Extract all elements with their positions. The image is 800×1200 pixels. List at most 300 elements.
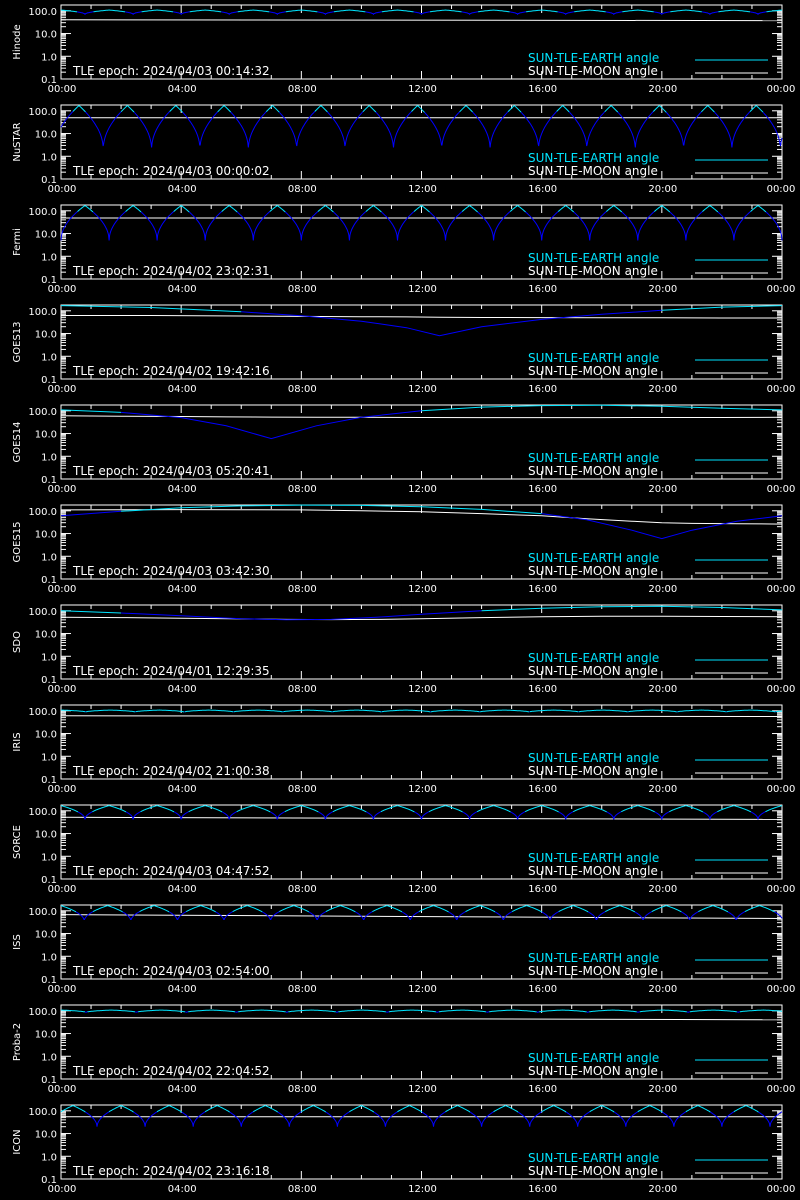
earth-angle-segment (381, 806, 415, 812)
earth-angle-segment (381, 212, 414, 241)
earth-angle-segment (93, 212, 126, 241)
earth-angle-segment (559, 906, 589, 912)
x-tick-label: 12:00 (408, 684, 437, 695)
earth-angle-segment (278, 1112, 302, 1127)
tle-epoch-label: TLE epoch: 2024/04/03 00:00:02 (73, 164, 270, 178)
satellite-name: Fermi (12, 228, 23, 256)
earth-angle-segment (382, 10, 414, 12)
earth-angle-segment (121, 106, 134, 112)
earth-angle-segment (622, 10, 654, 12)
satellite-name: NuSTAR (12, 122, 23, 162)
earth-angle-segment (718, 212, 751, 241)
y-tick-label: 10.0 (34, 29, 57, 41)
earth-angle-segment (710, 1112, 734, 1127)
earth-angle-segment (315, 106, 328, 112)
x-tick-label: 04:00 (167, 784, 197, 795)
x-tick-label: 00:00 (47, 884, 77, 895)
earth-angle-segment (86, 710, 135, 712)
x-tick-label: 20:00 (648, 984, 678, 995)
earth-angle-segment (686, 1106, 711, 1113)
earth-angle-segment (508, 106, 521, 113)
chart-panel-nustar (12, 105, 795, 195)
earth-angle-segment (365, 12, 382, 15)
legend-moon-label: SUN-TLE-MOON angle (528, 564, 658, 578)
y-tick-label: 100.0 (28, 806, 57, 818)
y-tick-label: 1.0 (41, 152, 57, 164)
x-tick-label: 00:00 (47, 1184, 77, 1195)
x-tick-label: 16:00 (528, 884, 558, 895)
x-tick-label: 20:00 (648, 1084, 678, 1095)
earth-angle-segment (288, 1010, 336, 1012)
earth-angle-segment (402, 912, 419, 920)
earth-angle-segment (628, 710, 677, 712)
y-tick-label: 1.0 (41, 552, 57, 564)
earth-angle-segment (86, 1112, 110, 1127)
x-tick-label: 16:00 (528, 984, 558, 995)
earth-angle-segment (462, 206, 478, 212)
x-tick-label: 12:00 (408, 184, 437, 195)
y-tick-label: 100.0 (28, 106, 57, 118)
y-tick-label: 100.0 (28, 206, 57, 218)
earth-angle-segment (750, 12, 767, 15)
x-tick-label: 08:00 (287, 884, 317, 895)
y-tick-label: 0.1 (41, 875, 57, 886)
earth-angle-segment (136, 710, 185, 712)
x-tick-label: 00:00 (47, 284, 77, 295)
earth-angle-segment (518, 1112, 542, 1127)
y-tick-label: 10.0 (34, 229, 57, 241)
earth-angle-segment (701, 106, 714, 112)
earth-angle-segment (460, 106, 473, 112)
earth-angle-segment (61, 511, 121, 516)
moon-angle-line (61, 616, 782, 619)
y-tick-label: 1.0 (41, 352, 57, 364)
earth-angle-segment (698, 906, 728, 912)
x-tick-label: 00:00 (766, 484, 796, 495)
earth-angle-segment (717, 806, 751, 812)
satellite-name: ISS (12, 934, 23, 950)
x-tick-label: 04:00 (167, 384, 197, 395)
x-tick-label: 08:00 (287, 84, 317, 95)
y-tick-label: 10.0 (34, 529, 57, 541)
legend-earth-label: SUN-TLE-EARTH angle (528, 251, 660, 265)
x-tick-label: 00:00 (766, 284, 796, 295)
x-tick-label: 12:00 (408, 1084, 437, 1095)
earth-angle-segment (588, 912, 605, 920)
x-tick-label: 12:00 (408, 784, 437, 795)
y-tick-label: 0.1 (41, 375, 57, 386)
earth-angle-segment (338, 1010, 386, 1012)
earth-angle-segment (512, 906, 542, 912)
earth-angle-segment (714, 112, 750, 148)
x-tick-label: 20:00 (648, 684, 678, 695)
earth-angle-segment (182, 1112, 206, 1127)
earth-angle-segment (677, 710, 726, 712)
x-tick-label: 08:00 (287, 584, 317, 595)
legend-moon-label: SUN-TLE-MOON angle (528, 64, 658, 78)
earth-angle-segment (77, 12, 94, 15)
earth-angle-segment (605, 106, 618, 112)
y-tick-label: 1.0 (41, 752, 57, 764)
x-tick-label: 04:00 (167, 184, 197, 195)
x-tick-label: 20:00 (648, 184, 678, 195)
earth-angle-segment (222, 206, 238, 212)
moon-angle-line (61, 915, 782, 919)
earth-angle-segment (478, 212, 511, 241)
earth-angle-segment (670, 212, 703, 241)
y-tick-label: 0.1 (41, 1175, 57, 1186)
earth-angle-segment (93, 906, 123, 912)
x-tick-label: 12:00 (408, 284, 437, 295)
earth-angle-segment (666, 112, 701, 145)
x-tick-label: 08:00 (287, 984, 317, 995)
x-tick-label: 20:00 (648, 484, 678, 495)
x-tick-label: 16:00 (528, 684, 558, 695)
y-tick-label: 10.0 (34, 129, 57, 141)
x-tick-label: 00:00 (766, 784, 796, 795)
y-tick-label: 0.1 (41, 175, 57, 186)
y-tick-label: 0.1 (41, 675, 57, 686)
legend-earth-label: SUN-TLE-EARTH angle (528, 851, 660, 865)
earth-angle-segment (283, 710, 332, 712)
earth-angle-segment (205, 1106, 230, 1113)
earth-angle-segment (690, 1010, 737, 1012)
earth-angle-segment (286, 1012, 289, 1013)
x-tick-label: 16:00 (528, 1184, 558, 1195)
earth-angle-segment (266, 106, 279, 113)
earth-angle-segment (279, 906, 309, 912)
earth-angle-segment (422, 1112, 446, 1127)
x-tick-label: 00:00 (766, 184, 796, 195)
x-tick-label: 16:00 (528, 1084, 558, 1095)
earth-angle-segment (607, 812, 622, 820)
earth-angle-segment (125, 12, 142, 15)
y-tick-label: 0.1 (41, 575, 57, 586)
earth-angle-segment (221, 12, 238, 15)
x-tick-label: 00:00 (47, 684, 77, 695)
earth-angle-segment (652, 906, 682, 912)
x-tick-label: 00:00 (766, 384, 796, 395)
x-tick-label: 00:00 (47, 384, 77, 395)
earth-angle-segment (94, 10, 126, 12)
earth-angle-segment (398, 1106, 423, 1113)
y-tick-label: 100.0 (28, 506, 57, 518)
x-tick-label: 08:00 (287, 1084, 317, 1095)
x-tick-label: 00:00 (766, 1084, 796, 1095)
legend-moon-label: SUN-TLE-MOON angle (528, 164, 658, 178)
x-tick-label: 12:00 (408, 1184, 437, 1195)
tle-epoch-label: TLE epoch: 2024/04/03 05:20:41 (73, 464, 270, 478)
earth-angle-segment (466, 906, 496, 912)
satellite-name: SDO (12, 631, 23, 653)
legend-moon-label: SUN-TLE-MOON angle (528, 264, 658, 278)
earth-angle-segment (430, 212, 463, 241)
earth-angle-segment (126, 812, 141, 820)
earth-angle-segment (446, 1106, 471, 1113)
chart-panel-goes13 (12, 305, 795, 395)
legend-earth-label: SUN-TLE-EARTH angle (528, 451, 660, 465)
earth-angle-segment (238, 1010, 286, 1012)
earth-angle-segment (269, 12, 286, 15)
moon-angle-line (61, 716, 782, 717)
x-tick-label: 00:00 (766, 884, 796, 895)
legend-moon-label: SUN-TLE-MOON angle (528, 664, 658, 678)
x-tick-label: 00:00 (47, 984, 77, 995)
earth-angle-segment (189, 212, 222, 241)
earth-angle-segment (374, 1112, 398, 1127)
earth-angle-segment (326, 1112, 350, 1127)
earth-angle-segment (478, 10, 510, 12)
earth-angle-segment (559, 812, 574, 820)
legend-moon-label: SUN-TLE-MOON angle (528, 1164, 658, 1178)
earth-angle-segment (703, 812, 718, 820)
legend-moon-label: SUN-TLE-MOON angle (528, 364, 658, 378)
y-tick-label: 100.0 (28, 406, 57, 418)
x-tick-label: 20:00 (648, 384, 678, 395)
x-tick-label: 04:00 (167, 1184, 197, 1195)
satellite-name: IRIS (12, 732, 23, 752)
earth-angle-segment (473, 112, 509, 148)
earth-angle-segment (751, 206, 767, 212)
x-tick-label: 16:00 (528, 384, 558, 395)
tle-epoch-label: TLE epoch: 2024/04/03 00:14:32 (73, 64, 270, 78)
earth-angle-segment (462, 12, 479, 15)
chart-panel-iris (12, 705, 795, 795)
moon-angle-line (61, 510, 782, 524)
y-tick-label: 0.1 (41, 275, 57, 286)
earth-angle-segment (372, 906, 402, 912)
x-tick-label: 00:00 (766, 684, 796, 695)
y-tick-label: 1.0 (41, 652, 57, 664)
chart-panel-goes15 (12, 505, 795, 595)
earth-angle-segment (121, 411, 421, 439)
y-tick-label: 100.0 (28, 706, 57, 718)
earth-angle-segment (662, 1112, 686, 1127)
satellite-name: ICON (12, 1129, 23, 1155)
legend-earth-label: SUN-TLE-EARTH angle (528, 551, 660, 565)
earth-angle-segment (510, 12, 526, 15)
earth-angle-segment (270, 206, 286, 212)
earth-angle-segment (587, 1012, 590, 1013)
y-tick-label: 0.1 (41, 75, 57, 86)
x-tick-label: 20:00 (648, 284, 678, 295)
x-tick-label: 04:00 (167, 284, 197, 295)
x-tick-label: 16:00 (528, 584, 558, 595)
y-tick-label: 10.0 (34, 929, 57, 941)
earth-angle-segment (431, 710, 480, 712)
y-tick-label: 1.0 (41, 1052, 57, 1064)
earth-angle-segment (363, 106, 376, 112)
x-tick-label: 12:00 (408, 84, 437, 95)
satellite-name: Hinode (12, 24, 23, 60)
x-tick-label: 00:00 (47, 184, 77, 195)
moon-angle-line (61, 1018, 782, 1020)
x-tick-label: 12:00 (408, 484, 437, 495)
tle-epoch-label: TLE epoch: 2024/04/03 03:42:30 (73, 564, 270, 578)
tle-epoch-label: TLE epoch: 2024/04/02 19:42:16 (73, 364, 270, 378)
earth-angle-segment (134, 112, 170, 148)
earth-angle-segment (376, 112, 412, 148)
earth-angle-segment (539, 1010, 587, 1012)
earth-angle-segment (521, 111, 557, 146)
x-tick-label: 20:00 (648, 84, 678, 95)
earth-angle-segment (530, 710, 579, 712)
earth-angle-segment (740, 1010, 782, 1012)
y-tick-label: 100.0 (28, 1106, 57, 1118)
chart-panel-hinode (12, 5, 795, 95)
earth-angle-segment (439, 1010, 486, 1012)
earth-angle-segment (429, 806, 463, 812)
earth-angle-segment (579, 710, 628, 712)
y-tick-label: 1.0 (41, 52, 57, 64)
earth-angle-segment (336, 1012, 339, 1013)
chart-panel-icon (12, 1105, 795, 1195)
legend-earth-label: SUN-TLE-EARTH angle (528, 51, 660, 65)
earth-angle-segment (569, 112, 605, 146)
y-tick-label: 0.1 (41, 1075, 57, 1086)
x-tick-label: 16:00 (528, 84, 558, 95)
y-tick-label: 100.0 (28, 906, 57, 918)
earth-angle-segment (542, 912, 559, 920)
earth-angle-segment (495, 912, 512, 920)
earth-angle-segment (477, 806, 511, 812)
earth-angle-segment (718, 10, 750, 12)
tle-epoch-label: TLE epoch: 2024/04/03 02:54:00 (73, 964, 270, 978)
y-tick-label: 0.1 (41, 475, 57, 486)
x-tick-label: 00:00 (47, 784, 77, 795)
earth-angle-segment (669, 806, 703, 812)
y-tick-label: 1.0 (41, 252, 57, 264)
x-tick-label: 00:00 (47, 484, 77, 495)
earth-angle-segment (776, 711, 782, 712)
earth-angle-segment (635, 912, 652, 920)
legend-earth-label: SUN-TLE-EARTH angle (528, 351, 660, 365)
earth-angle-segment (333, 212, 366, 241)
earth-angle-segment (334, 10, 366, 12)
earth-angle-segment (566, 1112, 590, 1127)
moon-angle-line (61, 316, 782, 319)
earth-angle-segment (622, 212, 655, 241)
satellite-name: Proba-2 (12, 1022, 23, 1062)
y-tick-label: 10.0 (34, 429, 57, 441)
earth-angle-segment (489, 1010, 537, 1012)
earth-angle-segment (412, 106, 425, 113)
satellite-name: GOES13 (12, 321, 23, 363)
earth-angle-segment (218, 106, 231, 112)
earth-angle-segment (237, 212, 270, 241)
legend-earth-label: SUN-TLE-EARTH angle (528, 951, 660, 965)
y-tick-label: 10.0 (34, 1029, 57, 1041)
earth-angle-segment (480, 710, 529, 712)
y-tick-label: 1.0 (41, 852, 57, 864)
y-tick-label: 1.0 (41, 952, 57, 964)
satellite-name: GOES15 (12, 521, 23, 563)
moon-angle-line (61, 20, 782, 21)
earth-angle-segment (61, 611, 121, 613)
earth-angle-segment (355, 912, 372, 920)
x-tick-label: 08:00 (287, 384, 317, 395)
earth-angle-segment (140, 906, 170, 912)
earth-angle-segment (126, 206, 142, 212)
satellite-name: SORCE (12, 825, 23, 859)
legend-moon-label: SUN-TLE-MOON angle (528, 764, 658, 778)
earth-angle-segment (238, 10, 270, 12)
x-tick-label: 00:00 (766, 1184, 796, 1195)
tle-epoch-label: TLE epoch: 2024/04/01 12:29:35 (73, 664, 270, 678)
x-tick-label: 20:00 (648, 584, 678, 595)
y-tick-label: 10.0 (34, 729, 57, 741)
earth-angle-segment (230, 1112, 254, 1127)
x-tick-label: 16:00 (528, 184, 558, 195)
earth-angle-segment (542, 514, 782, 539)
x-tick-label: 08:00 (287, 784, 317, 795)
chart-panel-fermi (12, 205, 795, 295)
x-tick-label: 20:00 (648, 784, 678, 795)
earth-angle-segment (606, 12, 623, 15)
earth-angle-segment (734, 1106, 759, 1113)
x-tick-label: 00:00 (766, 84, 796, 95)
earth-angle-segment (85, 1012, 88, 1013)
earth-angle-segment (332, 710, 381, 712)
legend-moon-label: SUN-TLE-MOON angle (528, 964, 658, 978)
earth-angle-segment (653, 106, 666, 113)
x-tick-label: 08:00 (287, 1184, 317, 1195)
earth-angle-segment (702, 206, 718, 212)
y-tick-label: 10.0 (34, 629, 57, 641)
chart-panel-sorce (12, 805, 795, 895)
earth-angle-segment (138, 1010, 185, 1012)
earth-angle-segment (326, 906, 356, 912)
earth-angle-segment (425, 112, 460, 145)
y-tick-label: 1.0 (41, 452, 57, 464)
x-tick-label: 08:00 (287, 284, 317, 295)
earth-angle-segment (574, 212, 607, 241)
earth-angle-segment (751, 812, 766, 820)
y-tick-label: 1.0 (41, 1152, 57, 1164)
y-tick-label: 100.0 (28, 1006, 57, 1018)
earth-angle-segment (189, 806, 223, 812)
earth-angle-segment (253, 1106, 277, 1113)
earth-angle-segment (234, 710, 283, 712)
x-tick-label: 04:00 (167, 684, 197, 695)
earth-angle-segment (726, 710, 775, 712)
earth-angle-segment (670, 10, 702, 12)
y-tick-label: 100.0 (28, 6, 57, 18)
earth-angle-segment (76, 912, 93, 920)
earth-angle-segment (640, 1010, 687, 1012)
earth-angle-segment (317, 12, 334, 15)
x-tick-label: 00:00 (766, 584, 796, 595)
x-tick-label: 00:00 (47, 584, 77, 595)
x-tick-label: 16:00 (528, 484, 558, 495)
earth-angle-segment (618, 112, 654, 148)
earth-angle-segment (382, 710, 431, 712)
legend-earth-label: SUN-TLE-EARTH angle (528, 151, 660, 165)
earth-angle-segment (183, 112, 218, 145)
earth-angle-segment (157, 1106, 182, 1113)
x-tick-label: 20:00 (648, 1184, 678, 1195)
legend-moon-label: SUN-TLE-MOON angle (528, 1064, 658, 1078)
earth-angle-segment (88, 1010, 136, 1012)
x-tick-label: 08:00 (287, 684, 317, 695)
earth-angle-segment (574, 10, 606, 12)
x-tick-label: 04:00 (167, 884, 197, 895)
earth-angle-segment (279, 111, 315, 146)
x-tick-label: 12:00 (408, 984, 437, 995)
x-tick-label: 04:00 (167, 84, 197, 95)
earth-angle-segment (430, 10, 462, 12)
earth-angle-segment (241, 310, 662, 335)
